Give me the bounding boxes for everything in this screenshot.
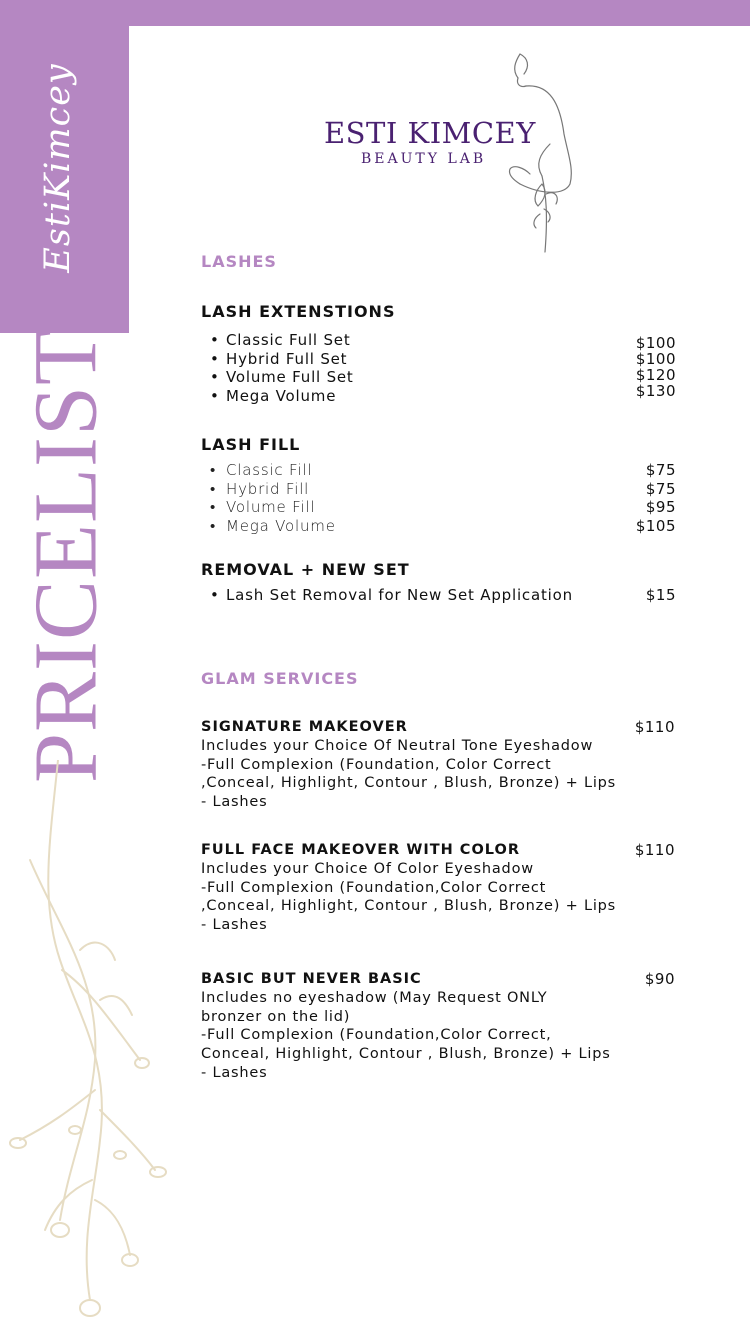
removal-list — [201, 586, 676, 605]
lash-fill-list — [201, 461, 676, 536]
price: $75 — [645, 479, 676, 498]
service-price: $110 — [634, 841, 675, 859]
service-description: Includes no eyeshadow (May Request ONLY bronzer on the lid) -Full Complexion (Foundation,Color Correct, Conceal, Highlight, Contour , Blush, Bronze) + Lips - Lashes — [201, 990, 611, 1081]
group-title-lash-fill: LASH FILL — [201, 435, 301, 454]
list-item: • Mega Volume — [201, 387, 676, 406]
service-full-face-color — [201, 841, 677, 935]
logo-subtitle: BEAUTY LAB — [361, 151, 487, 167]
service-price: $110 — [634, 718, 675, 736]
service-name: SIGNATURE MAKEOVER — [201, 719, 408, 735]
service-price: $90 — [644, 970, 675, 988]
service-signature-makeover — [201, 718, 677, 812]
price: $105 — [635, 517, 676, 536]
group-title-removal: REMOVAL + NEW SET — [201, 560, 410, 579]
price: $130 — [635, 382, 676, 400]
group-title-lash-extensions: LASH EXTENSTIONS — [201, 302, 396, 321]
brand-script-name: EstiKimcey — [38, 63, 78, 273]
logo-wordmark: ESTI KIMCEY — [324, 116, 536, 150]
service-name: FULL FACE MAKEOVER WITH COLOR — [201, 842, 520, 858]
section-label-lashes: LASHES — [201, 252, 277, 271]
list-item: • Classic Fill — [201, 461, 676, 480]
lash-extensions-prices — [636, 335, 676, 399]
service-description: Includes your Choice Of Neutral Tone Eyeshadow -Full Complexion (Foundation, Color Correct ,Conceal, Highlight, Contour , Blush, Bronze) + Lips - Lashes — [201, 738, 617, 811]
floral-vine-icon — [0, 760, 200, 1333]
list-item: • Hybrid Full Set — [201, 350, 676, 369]
list-item: • Mega Volume — [201, 517, 676, 536]
list-item: • Lash Set Removal for New Set Application — [201, 586, 676, 605]
price: $100 — [635, 350, 676, 368]
list-item: • Classic Full Set — [201, 331, 676, 350]
price: $15 — [645, 586, 676, 604]
lash-extensions-list — [201, 331, 676, 406]
price: $120 — [635, 366, 676, 384]
list-item: • Volume Full Set — [201, 368, 676, 387]
page-title: PRICELIST — [16, 328, 116, 784]
list-item: • Hybrid Fill — [201, 480, 676, 499]
list-item: • Volume Fill — [201, 498, 676, 517]
brand-side-panel — [0, 0, 129, 333]
price: $95 — [645, 498, 676, 517]
service-description: Includes your Choice Of Color Eyeshadow -Full Complexion (Foundation,Color Correct ,Conceal, Highlight, Contour , Blush, Bronze) + Lips - Lashes — [201, 861, 617, 934]
price: $100 — [635, 334, 676, 352]
section-label-glam: GLAM SERVICES — [201, 669, 359, 688]
service-basic-but-never-basic — [201, 970, 677, 1083]
woman-line-art-icon — [490, 44, 590, 256]
price: $75 — [645, 461, 676, 479]
lash-fill-prices — [636, 461, 676, 536]
service-name: BASIC BUT NEVER BASIC — [201, 971, 422, 987]
